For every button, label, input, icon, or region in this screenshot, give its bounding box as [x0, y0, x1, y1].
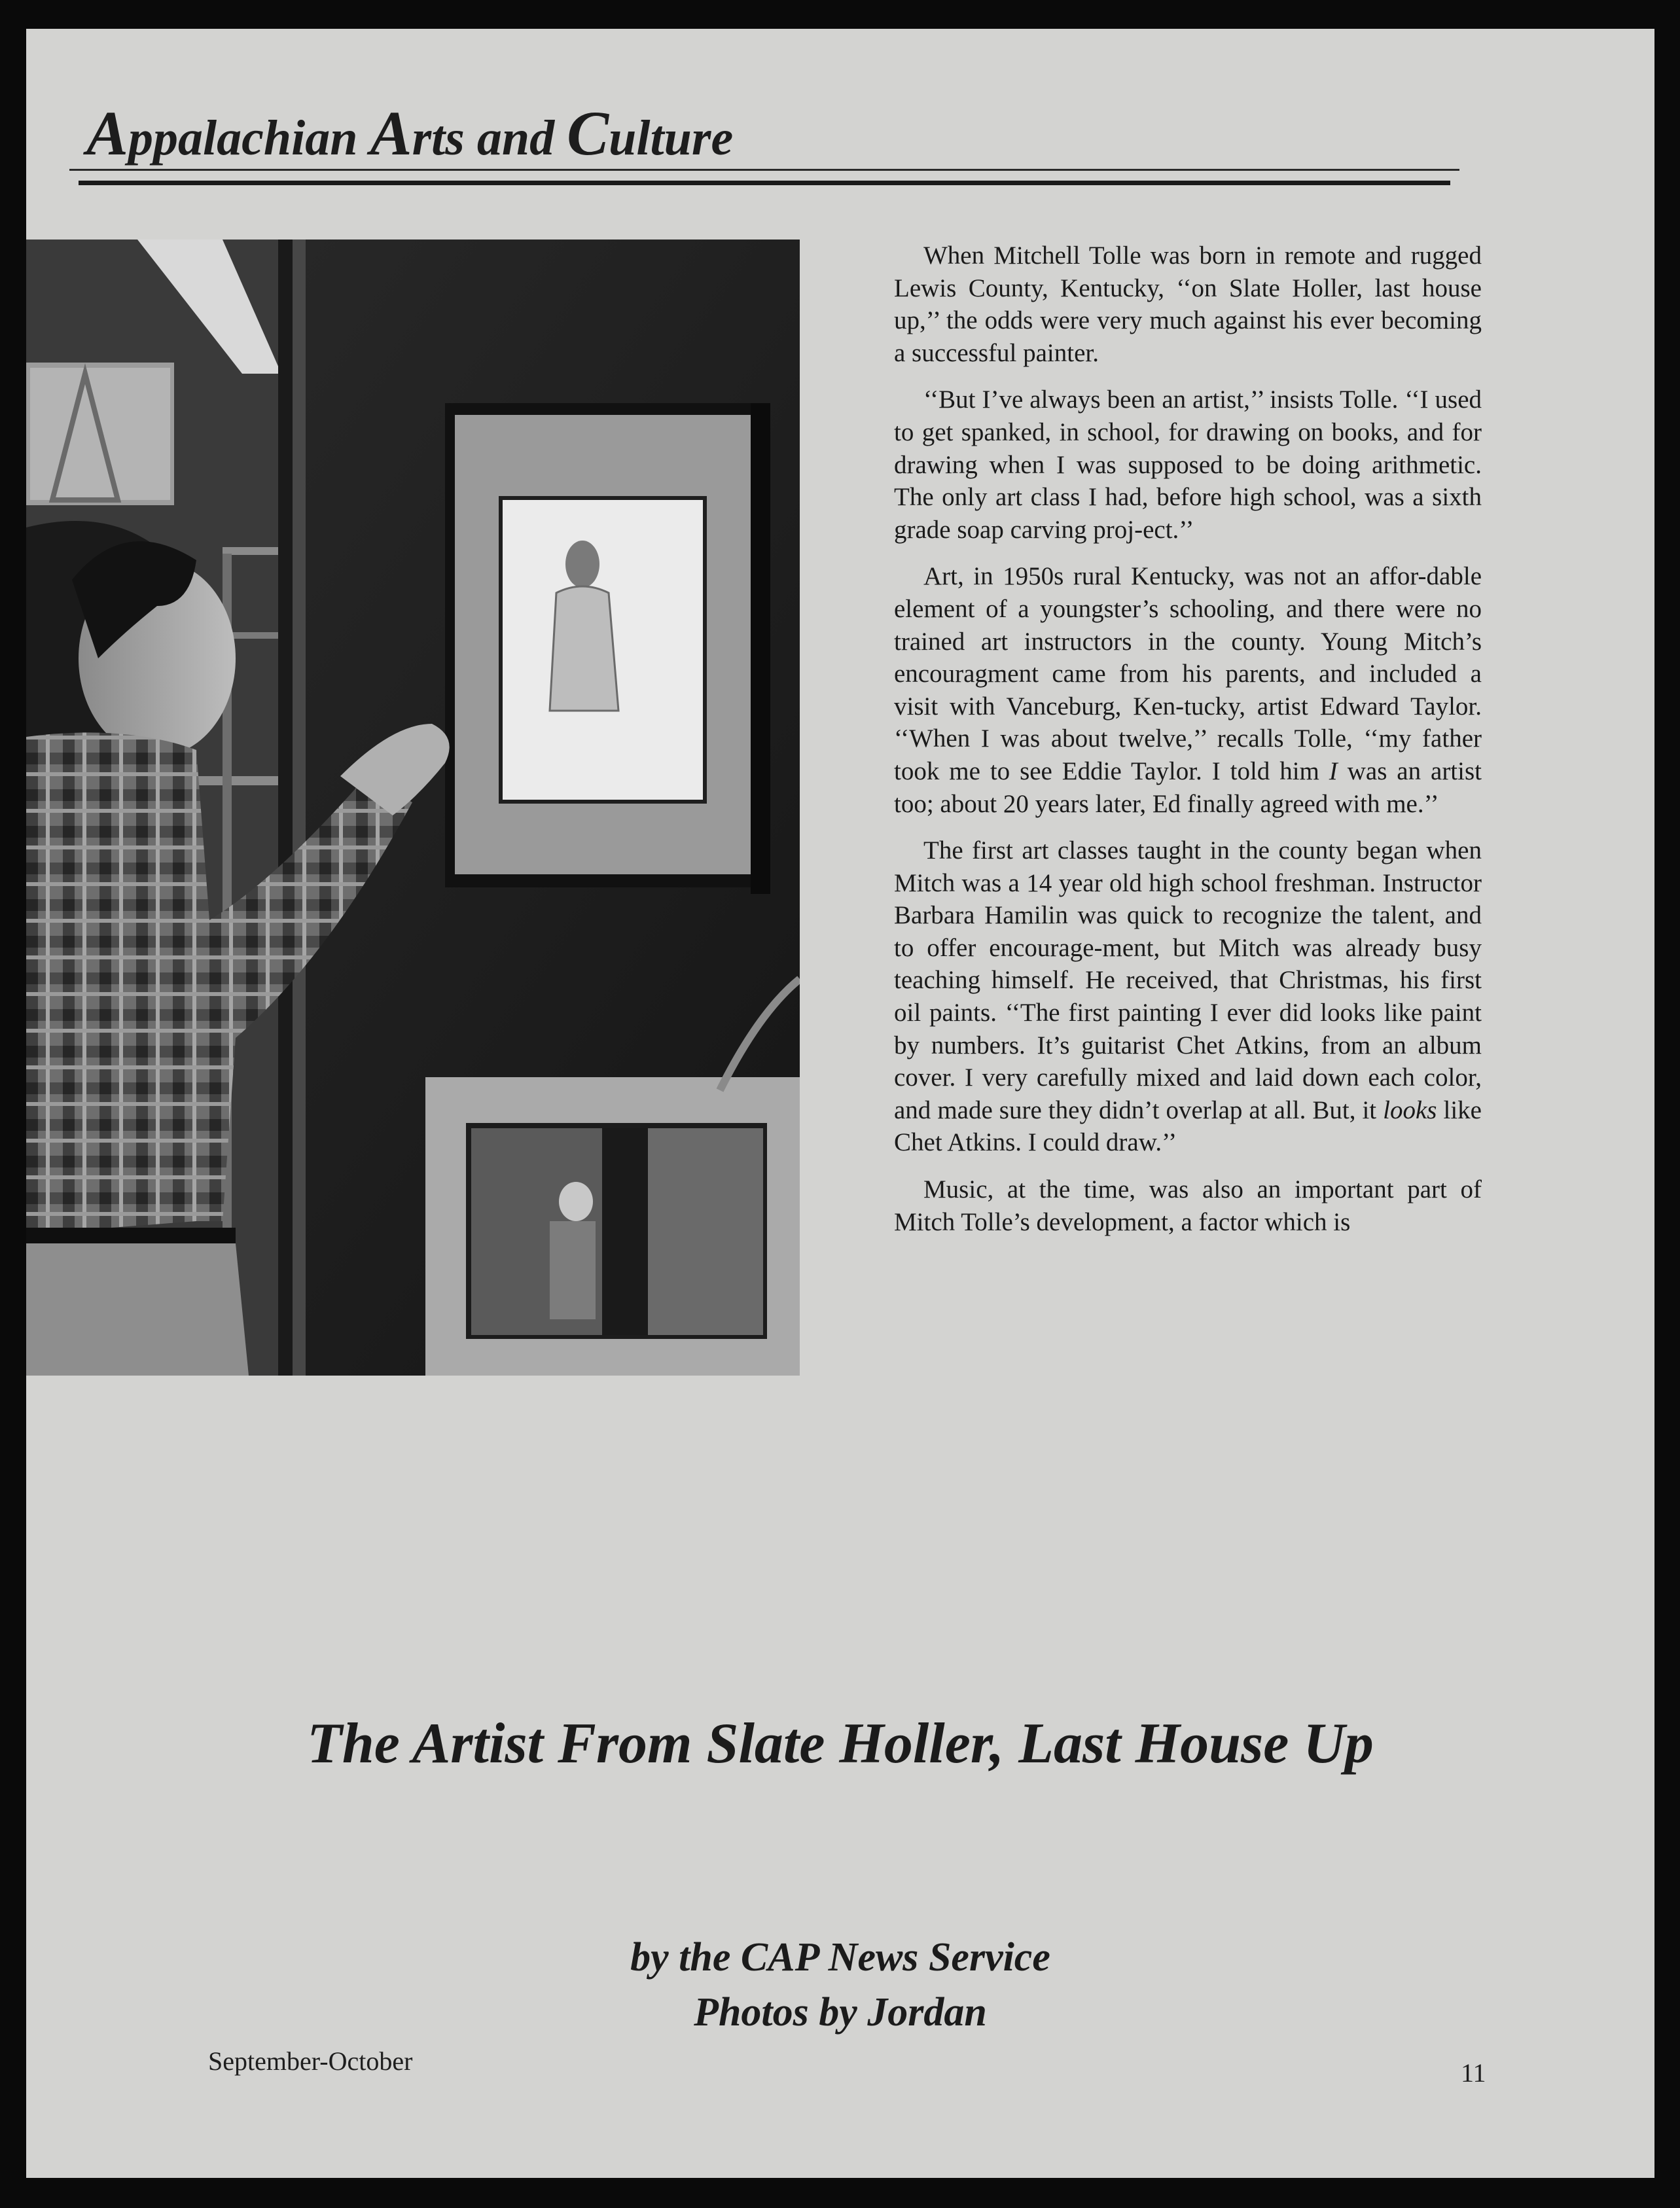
footer-page-number: 11: [1461, 2058, 1486, 2088]
paragraph-text: When Mitchell Tolle was born in remote and rugged Lewis County, Kentucky, ‘‘on Slate Holler, last house up,’’ the odds were very much against his ever becoming a successful painter.: [894, 241, 1482, 367]
section-title-word-arts-and: rts and: [412, 111, 567, 166]
byline-photos: Photos by Jordan: [694, 1990, 987, 2035]
emphasis-text: looks: [1383, 1095, 1437, 1124]
magazine-page: [26, 29, 1654, 2178]
article-body: [894, 240, 1482, 1253]
article-paragraph: [894, 1173, 1482, 1238]
article-paragraph: [894, 560, 1482, 820]
footer-issue: September-October: [208, 2046, 413, 2076]
paragraph-text: ‘‘But I’ve always been an artist,’’ insists Tolle. ‘‘I used to get spanked, in school, for drawing on books, and for drawing when I was supposed to be doing arithmetic. The only art class I had, before high school, was a sixth grade soap carving proj-ect.’’: [894, 385, 1482, 544]
article-photo: [26, 240, 800, 1376]
byline-author: by the CAP News Service: [630, 1935, 1050, 1980]
article-paragraph: [894, 383, 1482, 546]
section-title-initial-a: A: [86, 98, 129, 168]
paragraph-text: Art, in 1950s rural Kentucky, was not an affor-dable element of a youngster’s schooling, and there were no trained art instructors in the county. Young Mitch’s encouragment came from his parents, and included a visit with Vanceburg, Ken-tucky, artist Edward Taylor. ‘‘When I was about twelve,’’ recalls Tolle, ‘‘my father took me to see Eddie Taylor. I told him: [894, 562, 1482, 785]
paragraph-text: was an artist too; about 20 years later, Ed finally agreed with me.’’: [894, 757, 1482, 818]
photo-illustration: [26, 240, 800, 1376]
article-paragraph: [894, 240, 1482, 369]
paragraph-text: The first art classes taught in the county began when Mitch was a 14 year old high school freshman. Instructor Barbara Hamilin was quick to recognize the talent, and to offer encourage-ment, but Mitch was already busy teaching himself. He received, that Christmas, his first oil paints. ‘‘The first painting I ever did looks like paint by numbers. It’s guitarist Chet Atkins, from an album cover. I very carefully mixed and laid down each color, and made sure they didn’t overlap at all. But, it: [894, 836, 1482, 1124]
section-title-word-appalachian: ppalachian: [128, 111, 370, 166]
header-rule-thin: [69, 169, 1459, 171]
article-paragraph: [894, 834, 1482, 1159]
section-title-word-culture: ulture: [609, 111, 734, 166]
section-title: [86, 98, 734, 168]
paragraph-text: Music, at the time, was also an important part of Mitch Tolle’s development, a factor which is: [894, 1175, 1482, 1236]
section-title-initial-culture: C: [567, 98, 609, 168]
paragraph-text: like Chet Atkins. I could draw.’’: [894, 1095, 1482, 1157]
emphasis-text: I: [1329, 757, 1338, 785]
section-title-initial-arts: A: [370, 98, 412, 168]
header-rule-thick: [79, 181, 1450, 185]
article-headline: The Artist From Slate Holler, Last House Up: [307, 1712, 1374, 1775]
